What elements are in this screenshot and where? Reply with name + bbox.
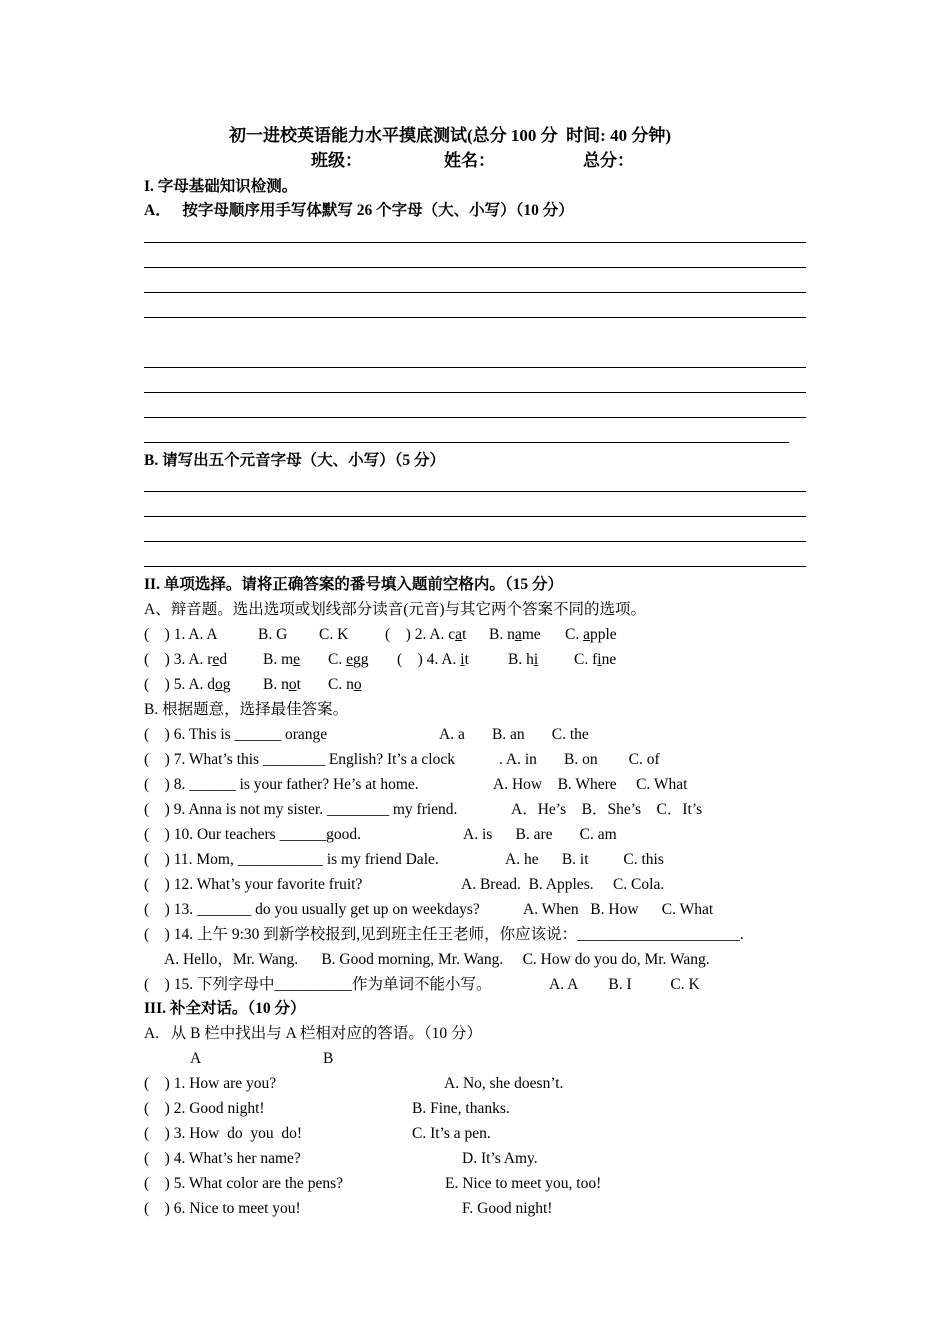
answer-line (144, 317, 806, 318)
section3-partA: A. 从 B 栏中找出与 A 栏相对应的答语。（10 分） (144, 1025, 482, 1042)
section2-partA: A、辩音题。选出选项或划线部分读音(元音)与其它两个答案不同的选项。 (144, 601, 647, 618)
match-answer-c: C. It’s a pen. (412, 1125, 491, 1142)
question-13-options: A. When B. How C. What (523, 901, 714, 918)
answer-line (144, 541, 806, 542)
section1-partA: A． 按字母顺序用手写体默写 26 个字母（大、小写）（10 分） (144, 202, 574, 219)
phonics-q3-option-c: C. egg (328, 651, 369, 668)
match-question-4: ( ) 4. What’s her name? (144, 1150, 301, 1167)
phonics-q5-option-c: C. no (328, 676, 362, 693)
question-13: ( ) 13. _______ do you usually get up on weekdays? (144, 901, 480, 918)
phonics-q5-stem: ( ) 5. A. dog (144, 676, 231, 693)
match-question-3: ( ) 3. How do you do! (144, 1125, 302, 1142)
answer-line (144, 367, 806, 368)
answer-line (144, 442, 789, 443)
section1-partB: B. 请写出五个元音字母（大、小写）（5 分） (144, 452, 445, 469)
phonics-q3-option-b: B. me (263, 651, 301, 668)
section2-partB: B. 根据题意，选择最佳答案。 (144, 701, 349, 718)
phonics-q2-stem: ( ) 2. A. cat (385, 626, 467, 643)
question-7-options: . A. in B. on C. of (499, 751, 660, 768)
phonics-q1-option-b: B. G (258, 626, 288, 643)
question-12: ( ) 12. What’s your favorite fruit? (144, 876, 363, 893)
match-question-5: ( ) 5. What color are the pens? (144, 1175, 343, 1192)
class-label: 班级： (311, 151, 362, 170)
page-title: 初一进校英语能力水平摸底测试(总分 100 分 时间: 40 分钟) (229, 126, 671, 145)
column-b-header: B (323, 1050, 334, 1067)
phonics-q3-stem: ( ) 3. A. red (144, 651, 228, 668)
column-a-header: A (190, 1050, 202, 1067)
match-question-2: ( ) 2. Good night! (144, 1100, 265, 1117)
question-9-options: A．He’s B．She’s C．It’s (511, 801, 703, 818)
question-10: ( ) 10. Our teachers ______good. (144, 826, 361, 843)
answer-line (144, 566, 806, 567)
phonics-q4-stem: ( ) 4. A. it (397, 651, 469, 668)
question-6-options: A. a B. an C. the (439, 726, 589, 743)
section2-heading: II. 单项选择。请将正确答案的番号填入题前空格内。（15 分） (144, 576, 563, 593)
match-answer-d: D. It’s Amy. (462, 1150, 538, 1167)
match-answer-b: B. Fine, thanks. (412, 1100, 510, 1117)
score-label: 总分： (583, 151, 634, 170)
match-question-1: ( ) 1. How are you? (144, 1075, 277, 1092)
question-8-options: A. How B. Where C. What (493, 776, 688, 793)
question-15-options: A. A B. I C. K (549, 976, 700, 993)
answer-line (144, 491, 806, 492)
match-question-6: ( ) 6. Nice to meet you! (144, 1200, 301, 1217)
question-9: ( ) 9. Anna is not my sister. ________ my friend. (144, 801, 458, 818)
question-11-options: A. he B. it C. this (505, 851, 664, 868)
question-15: ( ) 15. 下列字母中__________作为单词不能小写。 (144, 976, 492, 993)
answer-line (144, 516, 806, 517)
question-7: ( ) 7. What’s this ________ English? It’s a clock (144, 751, 455, 768)
match-answer-a: A. No, she doesn’t. (444, 1075, 564, 1092)
match-answer-e: E. Nice to meet you, too! (445, 1175, 602, 1192)
question-11: ( ) 11. Mom, ___________ is my friend Dale. (144, 851, 439, 868)
phonics-q2-option-b: B. name (489, 626, 541, 643)
question-6: ( ) 6. This is ______ orange (144, 726, 328, 743)
section3-heading: III. 补全对话。（10 分） (144, 1000, 306, 1017)
phonics-q2-option-c: C. apple (565, 626, 617, 643)
question-14: ( ) 14. 上午 9:30 到新学校报到,见到班主任王老师，你应该说：_____________________. (144, 926, 744, 943)
answer-line (144, 392, 806, 393)
question-14-options: A. Hello，Mr. Wang. B. Good morning, Mr. Wang. C. How do you do, Mr. Wang. (164, 951, 710, 968)
question-12-options: A. Bread. B. Apples. C. Cola. (461, 876, 665, 893)
name-label: 姓名： (444, 151, 495, 170)
phonics-q5-option-b: B. not (263, 676, 301, 693)
match-answer-f: F. Good night! (462, 1200, 553, 1217)
phonics-q4-option-c: C. fine (574, 651, 617, 668)
answer-line (144, 292, 806, 293)
phonics-q4-option-b: B. hi (508, 651, 539, 668)
section1-heading: I. 字母基础知识检测。 (144, 178, 298, 195)
question-10-options: A. is B. are C. am (463, 826, 617, 843)
answer-line (144, 267, 806, 268)
question-8: ( ) 8. ______ is your father? He’s at home. (144, 776, 419, 793)
answer-line (144, 242, 806, 243)
answer-line (144, 417, 806, 418)
phonics-q1-option-c: C. K (319, 626, 349, 643)
phonics-q1-stem: ( ) 1. A. A (144, 626, 218, 643)
